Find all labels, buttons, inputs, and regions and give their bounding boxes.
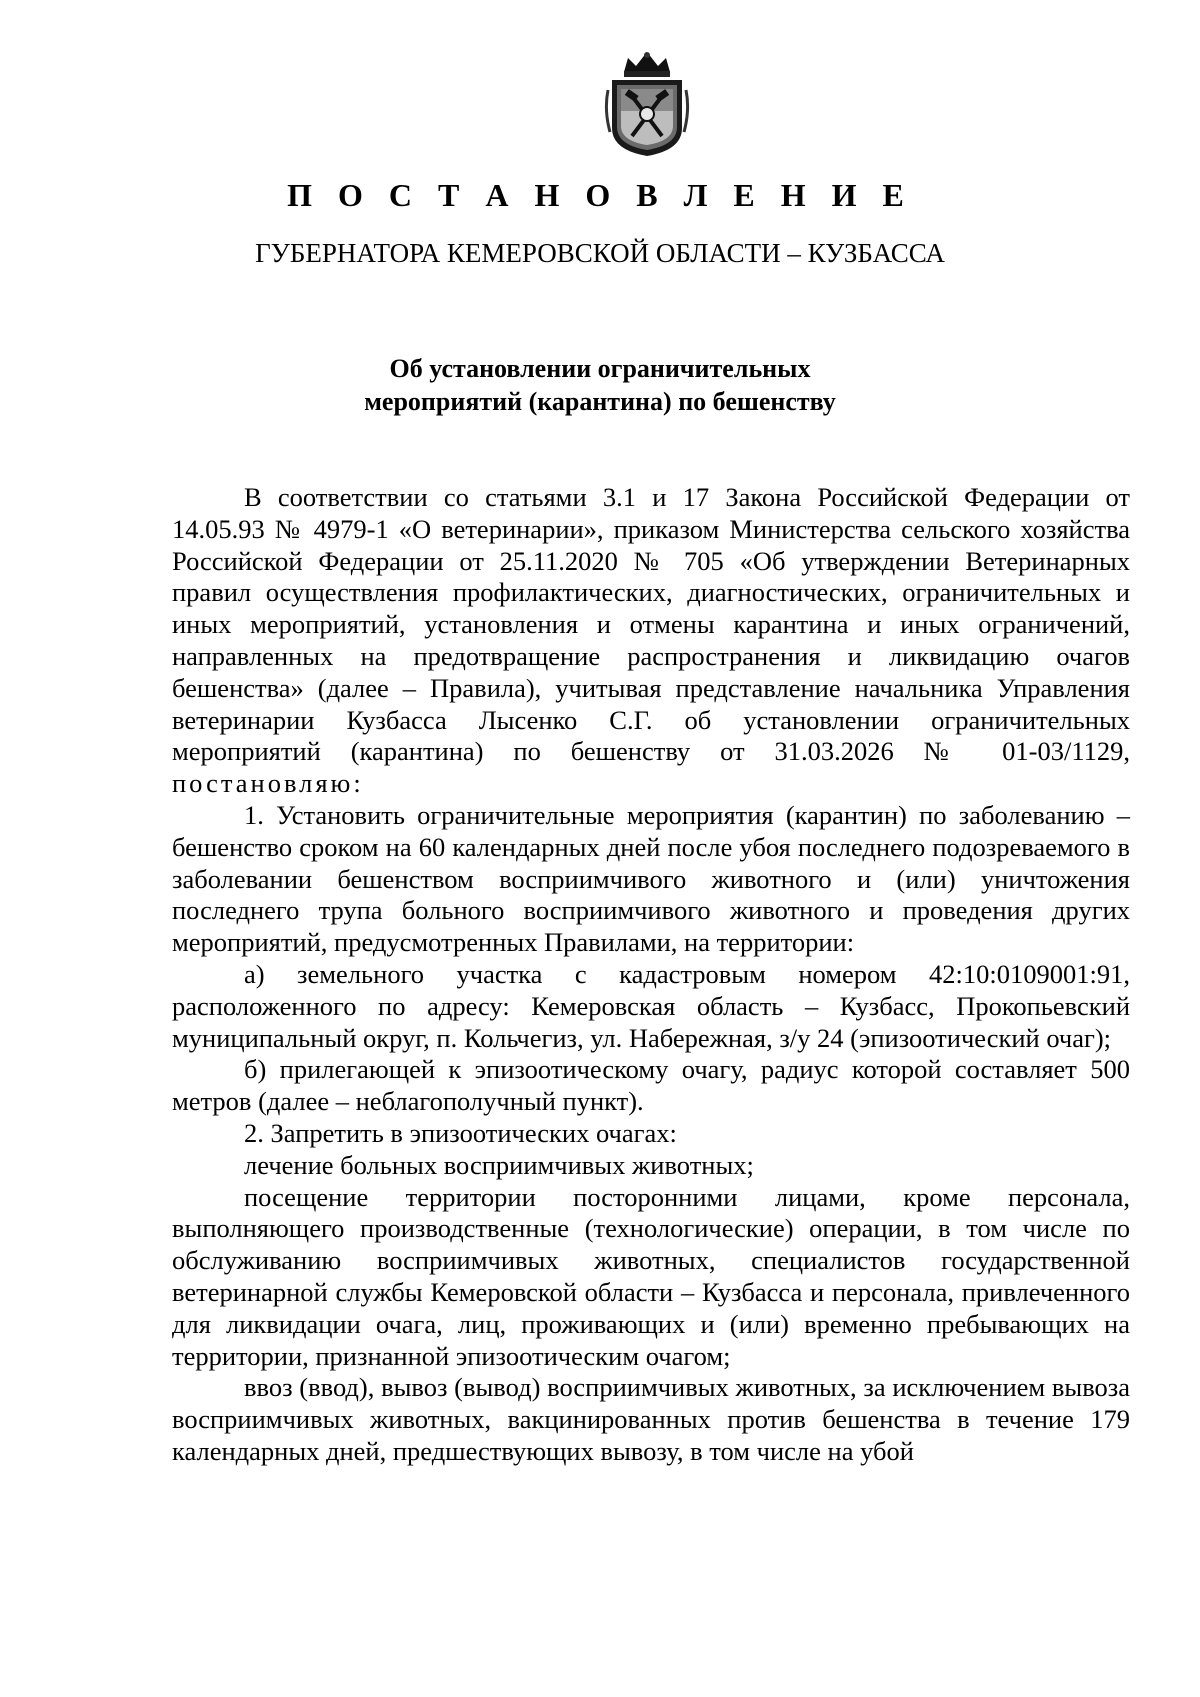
item-2-line-1: лечение больных восприимчивых животных; <box>244 1149 754 1180</box>
document-type-heading: П О С Т А Н О В Л Е Н И Е <box>287 177 913 213</box>
preamble-paragraph <box>172 482 1130 800</box>
item-1b-paragraph: б) прилегающей к эпизоотическому очагу, радиус которой составляет 500 метров (далее – неблагополучный пункт). <box>172 1054 1130 1117</box>
issuer-heading: ГУБЕРНАТОРА КЕМЕРОВСКОЙ ОБЛАСТИ – КУЗБАССА <box>255 238 945 268</box>
decree-word: постановляю: <box>172 768 364 799</box>
document-body <box>172 482 1130 1468</box>
item-1a-paragraph: а) земельного участка с кадастровым номером 42:10:0109001:91, расположенного по адресу: Кемеровская область – Кузбасс, Прокопьевский муниципальный округ, п. Кольчегиз, ул. Набережная, з/у 24 (эпизоотический очаг); <box>172 958 1130 1053</box>
preamble-text: В соответствии со статьями 3.1 и 17 Закона Российской Федерации от 14.05.93 № 4979-1 «О ветеринарии», приказом Министерства сельского хозяйства Российской Федерации от 25.11.2020 № 705 «Об утверждении Ветеринарных правил осуществления профилактических, диагностических, ограничительных и иных мероприятий, установления и отмены карантина и иных ограничений, направленных на предотвращение распространения и ликвидацию очагов бешенства» (далее – Правила), учитывая представление начальника Управления ветеринарии Кузбасса Лысенко С.Г. об установлении ограничительных мероприятий (карантина) по бешенству от 31.03.2026 № 01-03/1129, <box>172 482 1130 767</box>
item-1-paragraph: 1. Установить ограничительные мероприятия (карантин) по заболеванию – бешенство сроком на 60 календарных дней после убоя последнего подозреваемого в заболевании бешенством восприимчивого животного и (или) уничтожения последнего трупа больного восприимчивого животного и проведения других мероприятий, предусмотренных Правилами, на территории: <box>172 799 1130 958</box>
item-2-line-2: посещение территории посторонними лицами, кроме персонала, выполняющего производственные (технологические) операции, в том числе по обслуживанию восприимчивых животных, специалистов государственной ветеринарной службы Кемеровской области – Кузбасса и персонала, привлеченного для ликвидации очага, лиц, проживающих и (или) временно пребывающих на территории, признанной эпизоотическим очагом; <box>172 1181 1130 1371</box>
document-title-line-2: мероприятий (карантина) по бешенству <box>364 387 836 416</box>
kuzbass-coat-of-arms-icon <box>604 50 690 158</box>
document-title-line-1: Об установлении ограничительных <box>389 354 811 383</box>
item-2-paragraph: 2. Запретить в эпизоотических очагах: <box>244 1117 677 1148</box>
item-2-line-3: ввоз (ввод), вывоз (вывод) восприимчивых животных, за исключением вывоза восприимчивых животных, вакцинированных против бешенства в течение 179 календарных дней, предшествующих вывозу, в том числе на убой <box>172 1372 1130 1466</box>
document-title <box>0 352 1200 418</box>
